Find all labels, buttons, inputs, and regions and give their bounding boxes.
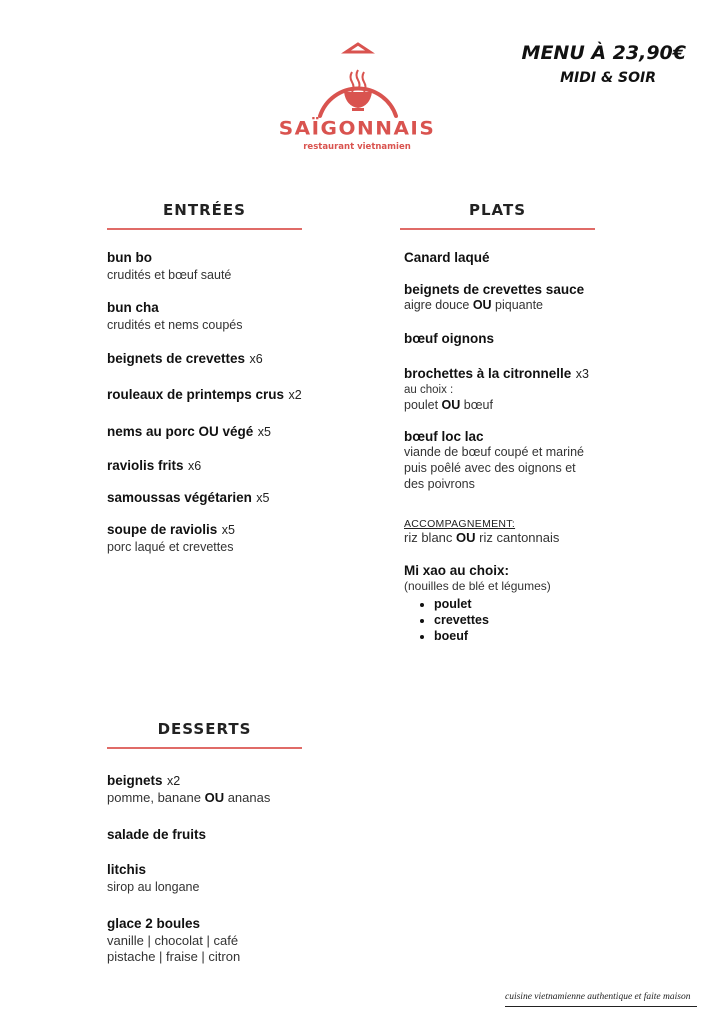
desserts-title: DESSERTS — [157, 720, 252, 738]
plats-divider — [400, 228, 595, 230]
bowl-icon — [344, 92, 372, 111]
entrees-divider — [107, 228, 302, 230]
entree-item: rouleaux de printemps crus x2 — [107, 387, 302, 402]
mixao-options — [404, 596, 704, 644]
dessert-item: beignets x2 pomme, banane OU ananas — [107, 773, 271, 805]
entree-item: bun bo crudités et bœuf sauté — [107, 250, 232, 282]
dessert-item: litchis sirop au longane — [107, 862, 200, 894]
list-item: • boeuf — [434, 628, 704, 644]
mixao-item: Mi xao au choix: (nouilles de blé et légumes) • poulet • crevettes • boeuf — [404, 563, 704, 644]
menu-hours: MIDI & SOIR — [560, 70, 656, 86]
dessert-item: salade de fruits — [107, 827, 207, 842]
desserts-divider — [107, 747, 302, 749]
plat-item: bœuf oignons — [404, 331, 494, 346]
entree-item: raviolis frits x6 — [107, 458, 202, 473]
entree-item: samoussas végétarien x5 — [107, 490, 270, 505]
logo-subtitle: restaurant vietnamien — [303, 142, 411, 152]
plat-item: bœuf loc lac viande de bœuf coupé et mariné puis poêlé avec des oignons et des poivrons — [404, 429, 584, 491]
list-item: • crevettes — [434, 612, 704, 628]
entree-item: beignets de crevettes x6 — [107, 351, 263, 366]
accompaniment: ACCOMPAGNEMENT: riz blanc OU riz cantonnais — [404, 518, 704, 546]
entree-item: soupe de raviolis x5 porc laqué et crevettes — [107, 522, 235, 554]
plat-item: brochettes à la citronnelle x3 au choix : poulet OU bœuf — [404, 366, 589, 412]
entree-item: nems au porc OU végé x5 — [107, 424, 271, 439]
footer-underline — [505, 1006, 697, 1007]
logo-roof — [346, 44, 370, 52]
dessert-item: glace 2 boules vanille | chocolat | café pistache | fraise | citron — [107, 916, 241, 964]
footer-tagline: cuisine vietnamienne authentique et faite maison — [505, 992, 691, 1002]
plat-item: beignets de crevettes sauce aigre douce OU piquante — [404, 282, 585, 312]
accompaniment-label: ACCOMPAGNEMENT: — [404, 518, 516, 530]
entree-item: bun cha crudités et nems coupés — [107, 300, 243, 332]
plat-item: Canard laqué — [404, 250, 490, 265]
logo-name: SAÏGONNAIS — [278, 116, 436, 140]
plats-title: PLATS — [468, 201, 527, 219]
menu-price: MENU À 23,90€ — [521, 42, 686, 64]
list-item: • poulet — [434, 596, 704, 612]
entrees-title: ENTRÉES — [163, 201, 246, 219]
